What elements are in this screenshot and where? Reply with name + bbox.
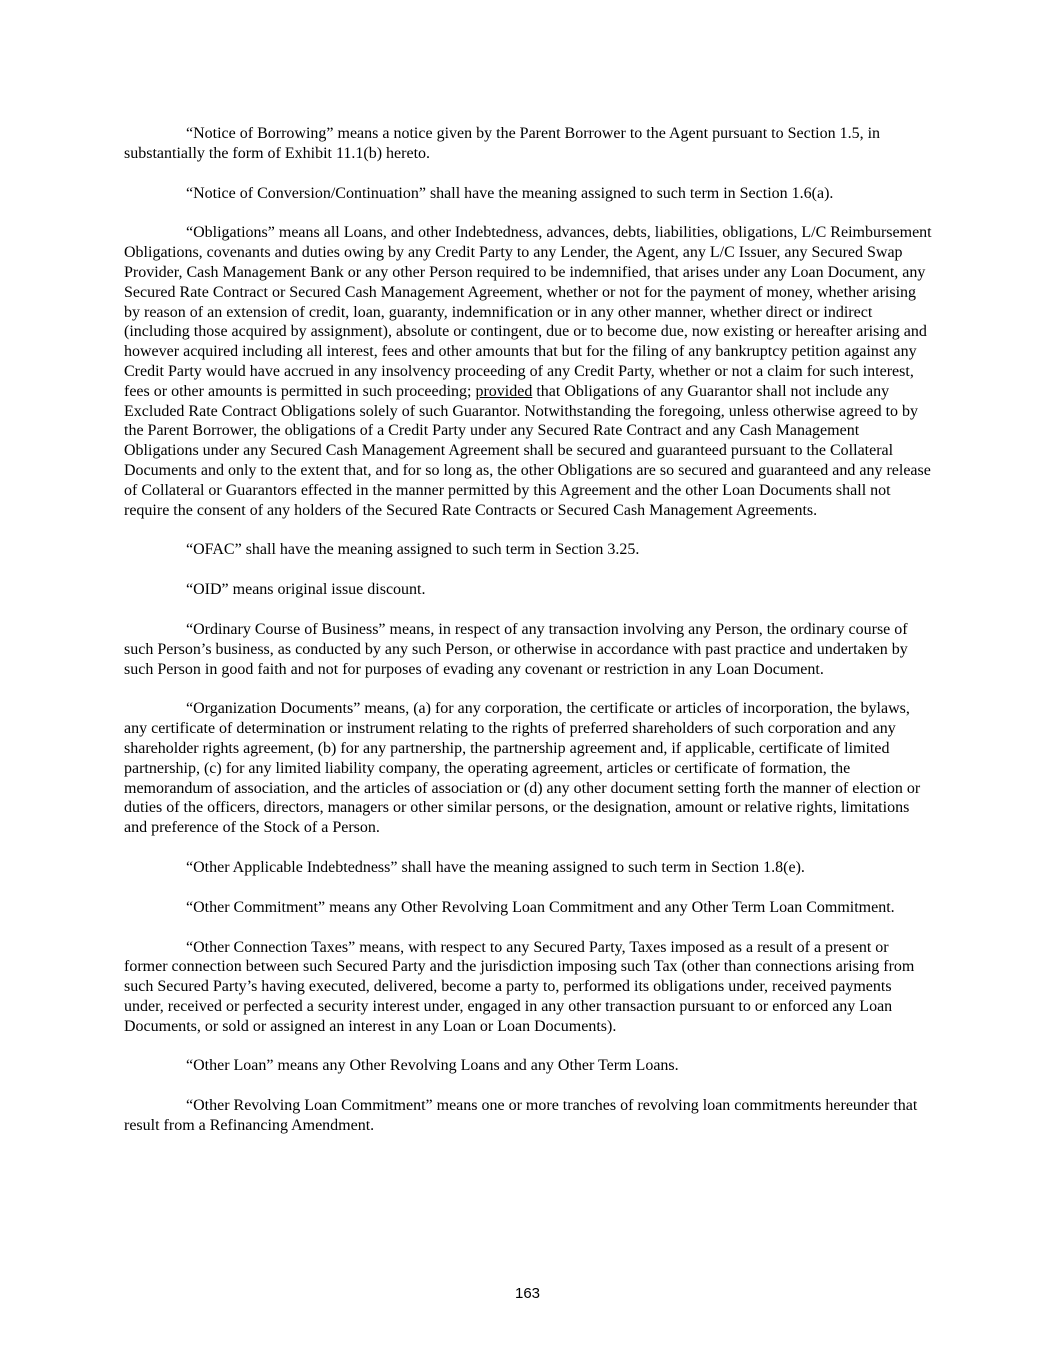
definition-notice-of-borrowing: “Notice of Borrowing” means a notice given by the Parent Borrower to the Agent pursuant to Section 1.5, in substantially the form of Exhibit 11.1(b) hereto. — [124, 125, 881, 162]
definition-organization-documents: “Organization Documents” means, (a) for any corporation, the certificate or articles of incorporation, the bylaws, any certificate of determination or instrument relating to the rights of preferred shareholders of such corporation and any shareholder rights agreement, (b) for any partnership, the partnership agreement and, if applicable, certificate of limited partnership, (c) for any limited liability company, the operating agreement, articles or certificate of formation, the memorandum of association, and the articles of association or (d) any other document setting forth the manner of election or duties of the officers, directors, managers or other similar persons, or the designation, amount or relative rights, limitations and preference of the Stock of a Person. — [124, 700, 921, 837]
definition-other-loan: “Other Loan” means any Other Revolving Loans and any Other Term Loans. — [186, 1057, 679, 1075]
definition-other-applicable-indebtedness: “Other Applicable Indebtedness” shall have the meaning assigned to such term in Section 1.8(e). — [186, 858, 805, 876]
document-body — [124, 124, 934, 1156]
obligations-text-part2: that Obligations of any Guarantor shall not include any Excluded Rate Contract Obligations solely of such Guarantor. Notwithstanding the foregoing, unless otherwise agreed to by the Parent Borrower, the obligations of a Credit Party under any Secured Rate Contract and any Cash Management Obligations under any Secured Cash Management Agreement shall be secured and guaranteed pursuant to the Collateral Documents and only to the extent that, and for so long as, the other Obligations are so secured and guaranteed and any release of Collateral or Guarantors effected in the manner permitted by this Agreement and the other Loan Documents shall not require the consent of any holders of the Secured Rate Contracts or Secured Cash Management Agreements. — [124, 382, 931, 519]
page-number: 163 — [514, 1285, 541, 1302]
definition-other-commitment: “Other Commitment” means any Other Revolving Loan Commitment and any Other Term Loan Commitment. — [186, 898, 895, 916]
definition-notice-of-conversion: “Notice of Conversion/Continuation” shall have the meaning assigned to such term in Section 1.6(a). — [186, 184, 834, 202]
obligations-text-part1: “Obligations” means all Loans, and other Indebtedness, advances, debts, liabilities, obligations, L/C Reimbursement Obligations, covenants and duties owing by any Credit Party to any Lender, the Agent, any L/C Issuer, any Secured Swap Provider, Cash Management Bank or any other Person required to be indemnified, that arises under any Loan Document, any Secured Rate Contract or Secured Cash Management Agreement, whether or not for the payment of money, whether arising by reason of an extension of credit, loan, guaranty, indemnification or in any other manner, whether direct or indirect (including those acquired by assignment), absolute or contingent, due or to become due, now existing or hereafter arising and however acquired including all interest, fees and other amounts that but for the filing of any bankruptcy petition against any Credit Party would have accrued in any insolvency proceeding of any Credit Party, whether or not a claim for such interest, fees or other amounts is permitted in such proceeding; — [124, 224, 932, 400]
definition-obligations — [124, 223, 934, 520]
definition-ofac: “OFAC” shall have the meaning assigned to such term in Section 3.25. — [186, 541, 640, 559]
definition-oid: “OID” means original issue discount. — [186, 581, 426, 599]
definition-ordinary-course: “Ordinary Course of Business” means, in respect of any transaction involving any Person, the ordinary course of such Person’s business, as conducted by any such Person, or otherwise in accordance with past practice and undertaken by such Person in good faith and not for purposes of evading any covenant or restriction in any Loan Document. — [124, 620, 908, 678]
definition-other-connection-taxes: “Other Connection Taxes” means, with respect to any Secured Party, Taxes imposed as a result of a present or former connection between such Secured Party and the jurisdiction imposing such Tax (other than connections arising from such Secured Party’s having executed, delivered, become a party to, performed its obligations under, received payments under, received or perfected a security interest under, engaged in any other transaction pursuant to or enforced any Loan Documents, or sold or assigned an interest in any Loan or Loan Documents). — [124, 938, 915, 1035]
obligations-provided-underlined: provided — [475, 382, 533, 400]
definition-other-revolving-loan-commitment: “Other Revolving Loan Commitment” means one or more tranches of revolving loan commitments hereunder that result from a Refinancing Amendment. — [124, 1097, 918, 1135]
